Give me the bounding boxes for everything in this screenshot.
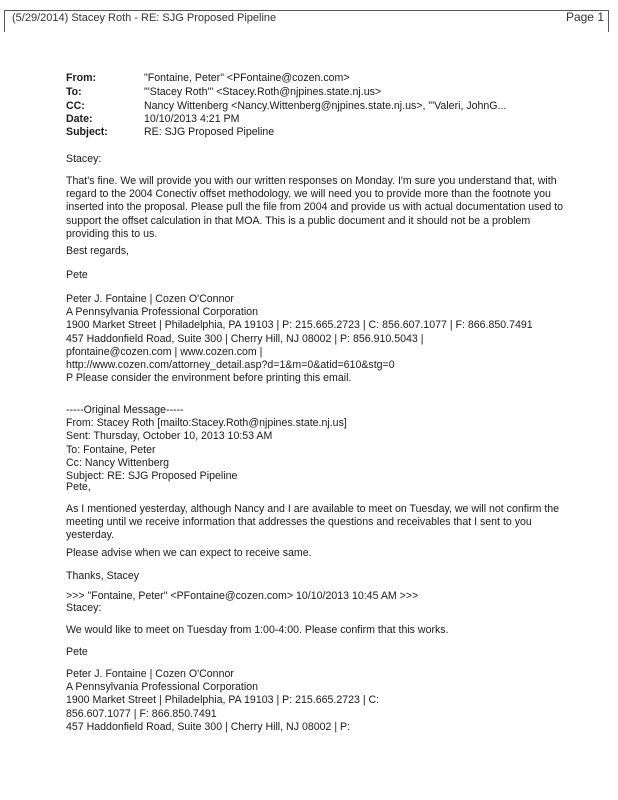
quote-greeting: Stacey: (66, 602, 102, 614)
quote-signature-line: Peter J. Fontaine | Cozen O'Connor (66, 668, 234, 680)
quote-signature-line: 457 Haddonfield Road, Suite 300 | Cherry Hill, NJ 08002 | P: (66, 720, 351, 733)
quote-name: Pete (66, 646, 88, 658)
from-label: From: (66, 72, 97, 84)
signature-line: pfontaine@cozen.com | www.cozen.com | (66, 345, 263, 358)
body-line: support the offset calculation in that MOA. This is a public document and it should not be a problem (66, 214, 531, 227)
subject-label: Subject: (66, 126, 108, 138)
quote-signature-block (66, 668, 379, 734)
original-message-header (66, 404, 347, 483)
page-number: Page 1 (565, 10, 604, 24)
advise-line: Please advise when we can expect to receive same. (66, 547, 312, 559)
original-header-line: Cc: Nancy Wittenberg (66, 456, 170, 469)
original-header-line: From: Stacey Roth [mailto:Stacey.Roth@njpines.state.nj.us] (66, 417, 347, 430)
signature-line: 1900 Market Street | Philadelphia, PA 19103 | P: 215.665.2723 | C: 856.607.1077 | F: 866.850.7491 (66, 319, 533, 332)
thanks-line: Thanks, Stacey (66, 570, 140, 582)
original-line: meeting until we receive information that addresses the questions and receivables that I sent to you (66, 516, 532, 529)
cc-value: Nancy Wittenberg <Nancy.Wittenberg@njpines.state.nj.us>, "'Valeri, JohnG... (144, 100, 507, 112)
signature-line: 457 Haddonfield Road, Suite 300 | Cherry Hill, NJ 08002 | P: 856.910.5043 | (66, 332, 424, 345)
date-label: Date: (66, 113, 93, 125)
subject-value: RE: SJG Proposed Pipeline (144, 126, 275, 138)
body-line: That's fine. We will provide you with our written responses on Monday. I'm sure you understand that, with (66, 175, 557, 187)
original-line: As I mentioned yesterday, although Nancy and I are available to meet on Tuesday, we will not confirm the (66, 503, 560, 515)
original-line: yesterday. (66, 529, 115, 542)
body-line: providing this to us. (66, 227, 158, 240)
original-header-line: Subject: RE: SJG Proposed Pipeline (66, 470, 238, 483)
header-frame-right (608, 10, 609, 32)
body-line: inserted into the proposal. Please pull the file from 2004 and provide us with actual documentation used to (66, 201, 564, 214)
greeting: Stacey: (66, 153, 102, 165)
original-paragraph (66, 503, 559, 543)
quote-body: We would like to meet on Tuesday from 1:00-4:00. Please confirm that this works. (66, 624, 449, 636)
body-line: regard to the 2004 Conectiv offset methodology, we will need you to provide more than the footnote you (66, 188, 551, 201)
signature-line: http://www.cozen.com/attorney_detail.asp?d=1&m=0&atid=610&stg=0 (66, 359, 395, 372)
header-frame-left (4, 10, 5, 32)
cc-label: CC: (66, 100, 85, 112)
closing: Best regards, (66, 245, 130, 257)
from-value: "Fontaine, Peter" <PFontaine@cozen.com> (144, 72, 350, 84)
to-value: "'Stacey Roth'" <Stacey.Roth@njpines.state.nj.us> (144, 86, 382, 98)
original-header-line: Sent: Thursday, October 10, 2013 10:53 AM (66, 430, 273, 443)
sender-name: Pete (66, 269, 88, 281)
signature-line: A Pennsylvania Professional Corporation (66, 306, 258, 319)
header-frame-top (4, 10, 608, 11)
print-header-title: (5/29/2014) Stacey Roth - RE: SJG Proposed Pipeline (12, 12, 277, 24)
body-paragraph (66, 175, 563, 241)
quote-header: >>> "Fontaine, Peter" <PFontaine@cozen.com> 10/10/2013 10:45 AM >>> (66, 590, 419, 602)
signature-line: P Please consider the environment before printing this email. (66, 372, 352, 385)
signature-block (66, 293, 533, 385)
date-value: 10/10/2013 4:21 PM (144, 113, 240, 125)
original-header-line: To: Fontaine, Peter (66, 443, 156, 456)
quote-signature-line: 856.607.1077 | F: 866.850.7491 (66, 707, 217, 720)
quote-signature-line: A Pennsylvania Professional Corporation (66, 681, 258, 694)
original-header-line: -----Original Message----- (66, 404, 184, 416)
original-greeting: Pete, (66, 481, 91, 493)
to-label: To: (66, 86, 82, 98)
signature-line: Peter J. Fontaine | Cozen O'Connor (66, 293, 234, 305)
quote-signature-line: 1900 Market Street | Philadelphia, PA 19103 | P: 215.665.2723 | C: (66, 694, 380, 707)
